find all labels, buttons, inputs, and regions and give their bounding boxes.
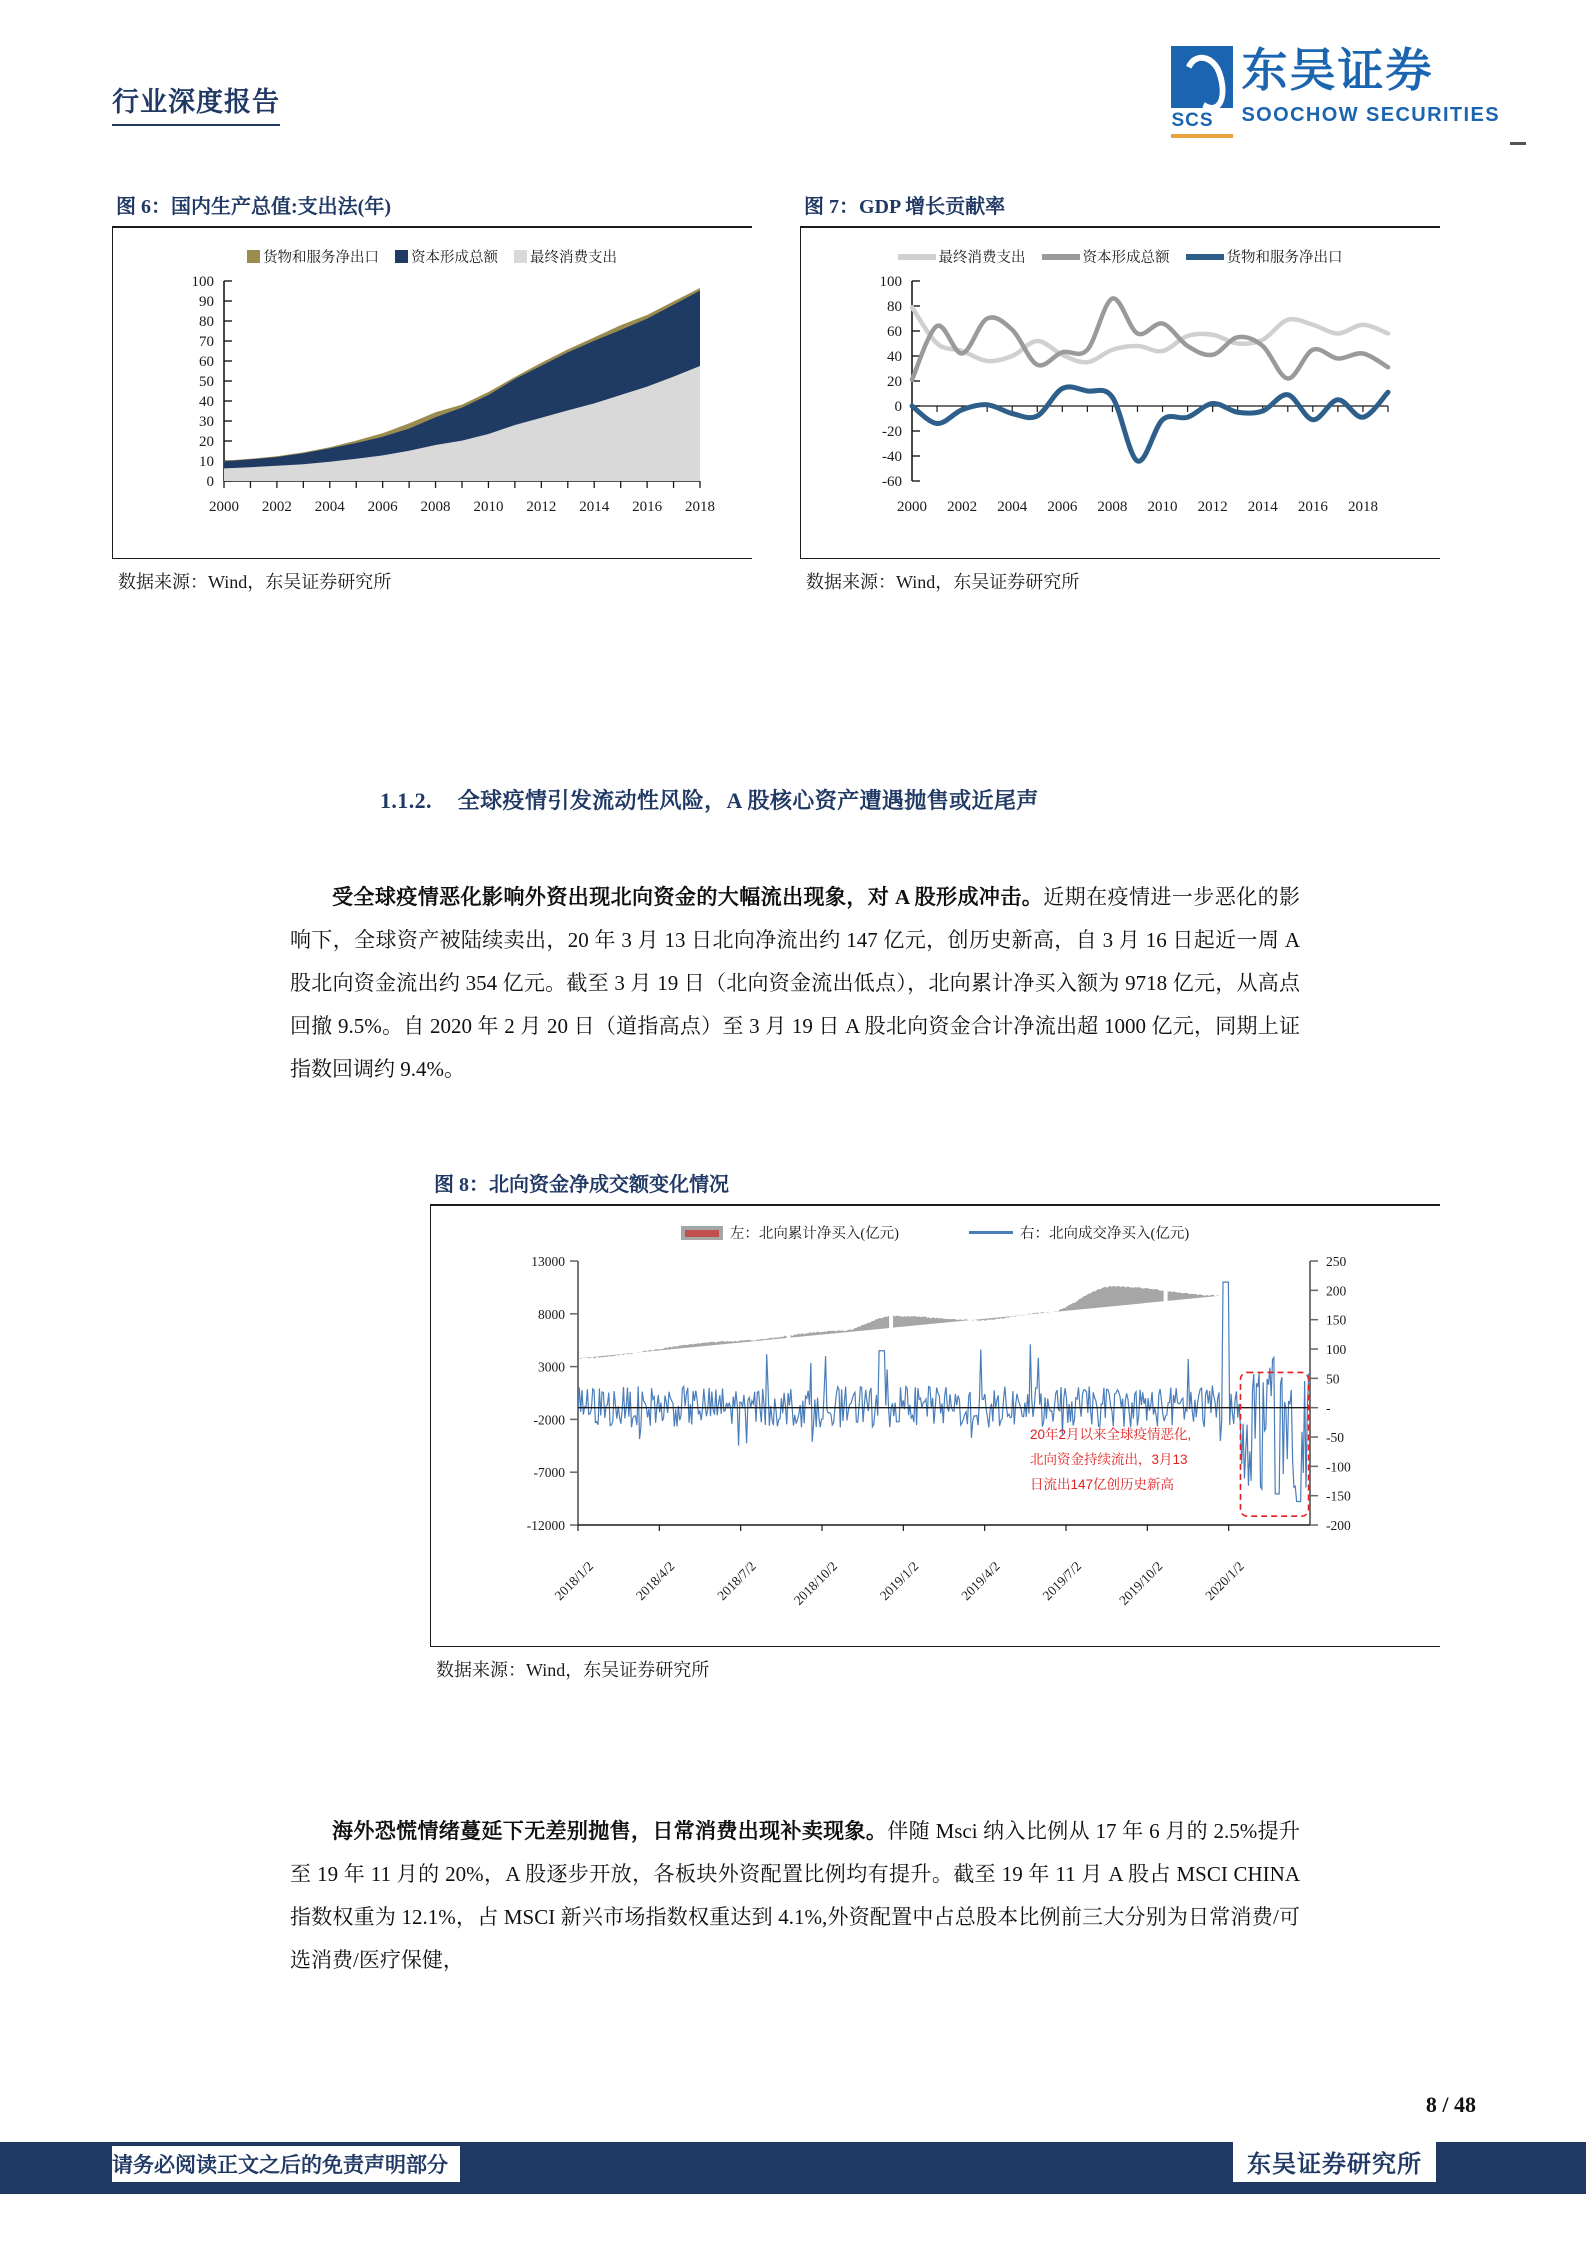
figure-7-title: 图 7：GDP 增长贡献率 [804, 196, 1006, 218]
svg-text:-100: -100 [1326, 1459, 1351, 1475]
legend-label-final-consumption: 最终消费支出 [530, 250, 617, 266]
svg-text:100: 100 [1326, 1342, 1347, 1357]
svg-text:50: 50 [1326, 1371, 1340, 1387]
svg-text:250: 250 [1326, 1254, 1347, 1269]
paragraph-1-lead: 受全球疫情恶化影响外资出现北向资金的大幅流出现象，对 A 股形成冲击。 [332, 885, 1044, 909]
page-header [0, 44, 1586, 134]
legend-label-net-exports-7: 货物和服务净出口 [1226, 250, 1343, 266]
legend-label-capital-formation: 资本形成总额 [411, 250, 498, 266]
figure-7-legend [800, 228, 1440, 267]
svg-text:2018/1/2: 2018/1/2 [551, 1558, 597, 1604]
svg-text:2004: 2004 [997, 499, 1028, 515]
legend-item-final-consumption [514, 246, 617, 267]
legend-line-mid-gray [1042, 254, 1080, 260]
svg-text:2012: 2012 [526, 499, 557, 515]
brand-name-en: SOOCHOW SECURITIES [1241, 104, 1500, 126]
svg-text:2002: 2002 [947, 499, 978, 515]
legend-item-daily-net-buy [969, 1222, 1189, 1243]
svg-text:0: 0 [206, 474, 214, 490]
svg-text:2020/1/2: 2020/1/2 [1202, 1558, 1247, 1604]
figure-8-container [430, 1168, 1440, 1682]
figure-8-chart [430, 1243, 1440, 1631]
svg-text:150: 150 [1326, 1312, 1347, 1328]
paragraph-2-lead: 海外恐慌情绪蔓延下无差别抛售，日常消费出现补卖现象。 [332, 1819, 888, 1843]
footer-disclaimer: 请务必阅读正文之后的免责声明部分 [112, 2146, 460, 2182]
page-number: 8 / 48 [1425, 2092, 1476, 2117]
legend-label-daily-net-buy: 右：北向成交净买入(亿元) [1020, 1226, 1190, 1242]
legend-item-cumulative-net-buy [681, 1222, 899, 1243]
figure-8-title: 图 8：北向资金净成交额变化情况 [434, 1174, 729, 1196]
paragraph-1 [290, 876, 1300, 1091]
svg-text:100: 100 [879, 274, 902, 290]
svg-text:-40: -40 [882, 449, 902, 465]
svg-text:20: 20 [199, 434, 214, 450]
svg-text:60: 60 [887, 324, 902, 340]
svg-text:80: 80 [887, 299, 902, 315]
figure-6-left-rule [112, 228, 113, 558]
svg-text:2019/7/2: 2019/7/2 [1039, 1558, 1085, 1604]
section-title: 全球疫情引发流动性风险，A 股核心资产遭遇抛售或近尾声 [457, 788, 1039, 813]
svg-text:2014: 2014 [1247, 499, 1278, 515]
legend-label-cumulative-net-buy: 左：北向累计净买入(亿元) [729, 1226, 899, 1242]
svg-text:北向资金持续流出，3月13: 北向资金持续流出，3月13 [1030, 1452, 1188, 1467]
legend-item-net-exports [247, 246, 379, 267]
report-type-label: 行业深度报告 [112, 80, 280, 126]
legend-label-capital-formation-7: 资本形成总额 [1082, 250, 1170, 266]
svg-text:2018/10/2: 2018/10/2 [790, 1558, 841, 1608]
legend-line-steel-blue [969, 1231, 1013, 1234]
svg-text:100: 100 [191, 274, 214, 290]
svg-text:2019/4/2: 2019/4/2 [958, 1558, 1003, 1604]
figure-6-body [112, 228, 752, 559]
svg-text:2006: 2006 [367, 499, 398, 515]
svg-text:2018: 2018 [685, 499, 715, 515]
svg-text:2018: 2018 [1347, 499, 1378, 515]
svg-text:8000: 8000 [538, 1306, 565, 1322]
svg-text:90: 90 [199, 294, 214, 310]
svg-text:2008: 2008 [420, 499, 451, 515]
svg-text:2004: 2004 [314, 499, 345, 515]
svg-text:3000: 3000 [538, 1359, 565, 1375]
figure-6-container [112, 190, 752, 594]
brand-name-cn: 东吴证券 [1241, 45, 1434, 96]
figure-6-title: 图 6：国内生产总值:支出法(年) [116, 196, 391, 218]
svg-text:2002: 2002 [261, 499, 292, 515]
svg-text:2014: 2014 [579, 499, 610, 515]
legend-swatch-navy [395, 250, 408, 263]
figure-8-legend [430, 1206, 1440, 1243]
paragraph-2 [290, 1810, 1300, 1982]
legend-line-light-gray [898, 254, 936, 260]
svg-text:40: 40 [887, 349, 902, 365]
svg-text:2000: 2000 [209, 499, 239, 515]
svg-text:日流出147亿创历史新高: 日流出147亿创历史新高 [1030, 1477, 1175, 1492]
logo-scs-text: SCS [1171, 110, 1214, 131]
svg-text:200: 200 [1326, 1283, 1347, 1299]
legend-label-final-consumption-7: 最终消费支出 [938, 250, 1026, 266]
legend-swatch-gold [247, 250, 260, 263]
svg-text:2016: 2016 [632, 499, 663, 515]
svg-text:-2000: -2000 [533, 1412, 565, 1428]
svg-text:2010: 2010 [473, 499, 504, 515]
figure-8-body [430, 1206, 1440, 1647]
svg-text:-50: -50 [1326, 1430, 1344, 1445]
svg-text:2018/4/2: 2018/4/2 [632, 1558, 678, 1604]
legend-swatch-gray [514, 250, 527, 263]
svg-text:2016: 2016 [1297, 499, 1328, 515]
svg-text:2012: 2012 [1197, 499, 1228, 515]
figure-6-legend [112, 228, 752, 267]
svg-text:-12000: -12000 [526, 1518, 565, 1533]
svg-text:20年2月以来全球疫情恶化,: 20年2月以来全球疫情恶化, [1030, 1427, 1192, 1442]
figure-7-chart [800, 267, 1440, 535]
legend-item-capital-formation [395, 246, 498, 267]
figure-7-container [800, 190, 1440, 594]
svg-text:2019/10/2: 2019/10/2 [1116, 1558, 1166, 1608]
svg-text:80: 80 [199, 314, 214, 330]
svg-text:50: 50 [199, 374, 214, 390]
svg-text:-200: -200 [1326, 1518, 1351, 1533]
figure-6-source: 数据来源：Wind，东吴证券研究所 [118, 572, 392, 592]
figure-6-chart [112, 267, 752, 535]
svg-text:40: 40 [199, 394, 214, 410]
svg-text:-7000: -7000 [533, 1465, 565, 1481]
figure-8-source: 数据来源：Wind，东吴证券研究所 [436, 1660, 710, 1680]
svg-text:2008: 2008 [1097, 499, 1128, 515]
paragraph-1-body: 近期在疫情进一步恶化的影响下，全球资产被陆续卖出，20 年 3 月 13 日北向净流出约 147 亿元，创历史新高，自 3 月 16 日起近一周 A 股北向资金流出约 354 亿元。截至 3 月 19 日（北向资金流出低点），北向累计净买入额为 9718 亿元，从高点回撤 9.5%。自 2020 年 2 月 20 日（道指高点）至 3 月 19 日 A 股北向资金合计净流出超 1000 亿元，同期上证指数回调约 9.4%。 [290, 885, 1300, 1081]
company-logo [1171, 44, 1500, 144]
figure-8-left-rule [430, 1206, 431, 1646]
legend-item-capital-formation-line [1042, 246, 1170, 267]
svg-text:-: - [1326, 1400, 1331, 1416]
svg-text:60: 60 [199, 354, 214, 370]
legend-line-blue [1186, 254, 1224, 260]
figure-7-body [800, 228, 1440, 559]
section-heading [380, 784, 1039, 815]
legend-label-net-exports: 货物和服务净出口 [263, 250, 379, 266]
svg-text:70: 70 [199, 334, 214, 350]
figure-7-left-rule [800, 228, 801, 558]
legend-item-final-consumption-line [898, 246, 1026, 267]
svg-text:2000: 2000 [897, 499, 927, 515]
svg-text:-150: -150 [1326, 1488, 1351, 1504]
svg-text:2006: 2006 [1047, 499, 1078, 515]
logo-accent-bar [1171, 134, 1233, 138]
svg-text:2019/1/2: 2019/1/2 [876, 1558, 922, 1604]
section-number: 1.1.2. [380, 788, 432, 813]
header-dash-mark [1510, 142, 1526, 145]
svg-text:2018/7/2: 2018/7/2 [714, 1558, 759, 1604]
figure-7-source: 数据来源：Wind，东吴证券研究所 [806, 572, 1080, 592]
paragraph-2-body: 伴随 Msci 纳入比例从 17 年 6 月的 2.5%提升至 19 年 11 月的 20%，A 股逐步开放，各板块外资配置比例均有提升。截至 19 年 11 月 A 股占 MSCI CHINA 指数权重为 12.1%，占 MSCI 新兴市场指数权重达到 4.1%,外资配置中占总股本比例前三大分别为日常消费/可选消费/医疗保健， [290, 1819, 1300, 1972]
legend-swatch-gray-red [681, 1226, 723, 1240]
svg-text:10: 10 [199, 454, 214, 470]
svg-text:20: 20 [887, 374, 902, 390]
svg-text:0: 0 [894, 399, 902, 415]
svg-text:13000: 13000 [531, 1254, 565, 1269]
svg-text:30: 30 [199, 414, 214, 430]
svg-text:-20: -20 [882, 424, 902, 440]
svg-text:-60: -60 [882, 474, 902, 490]
footer-institute: 东吴证券研究所 [1233, 2141, 1436, 2182]
svg-text:2010: 2010 [1147, 499, 1178, 515]
legend-item-net-exports-line [1186, 246, 1343, 267]
soochow-logo-mark [1171, 46, 1233, 108]
